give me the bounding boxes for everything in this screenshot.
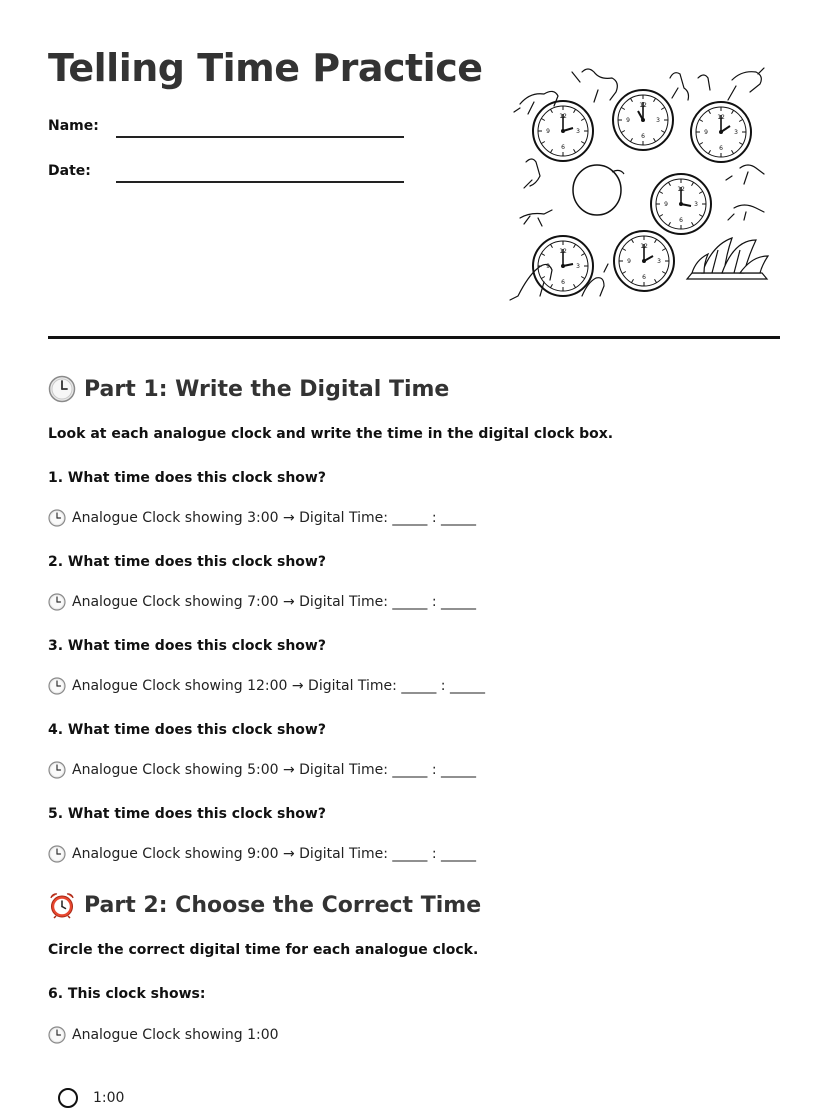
clock-description-text: Analogue Clock showing 9:00 → Digital Time: _____ : _____ xyxy=(72,846,477,862)
clock-description xyxy=(48,593,476,611)
clock-description-text: Analogue Clock showing 1:00 xyxy=(72,1027,279,1043)
clock-description xyxy=(48,1026,279,1044)
clock-description-text: Analogue Clock showing 3:00 → Digital Time: _____ : _____ xyxy=(72,510,477,526)
clock-icon xyxy=(48,845,66,863)
alarm-clock-icon xyxy=(48,891,76,919)
date-field xyxy=(48,161,408,187)
clock-description-text: Analogue Clock showing 7:00 → Digital Time: _____ : _____ xyxy=(72,594,477,610)
question-text: 6. This clock shows: xyxy=(48,986,206,1002)
answer-option[interactable] xyxy=(58,1088,124,1108)
section-divider xyxy=(48,336,780,339)
part2-heading xyxy=(48,891,481,919)
clocks-and-australian-animals-illustration: 12 3 6 9 xyxy=(512,60,774,306)
question-text: 2. What time does this clock show? xyxy=(48,554,326,570)
clock-icon xyxy=(48,761,66,779)
part2-instruction: Circle the correct digital time for each analogue clock. xyxy=(48,942,479,958)
page-title: Telling Time Practice xyxy=(48,46,483,90)
name-field xyxy=(48,116,408,142)
clock-icon xyxy=(48,677,66,695)
clock-description-text: Analogue Clock showing 5:00 → Digital Time: _____ : _____ xyxy=(72,762,477,778)
date-label: Date: xyxy=(48,163,91,179)
clock-description xyxy=(48,761,476,779)
question-text: 4. What time does this clock show? xyxy=(48,722,326,738)
part1-instruction: Look at each analogue clock and write the time in the digital clock box. xyxy=(48,426,614,442)
question-text: 1. What time does this clock show? xyxy=(48,470,326,486)
part2-heading-text: Part 2: Choose the Correct Time xyxy=(84,892,482,918)
clock-description xyxy=(48,677,485,695)
date-line[interactable] xyxy=(116,181,404,183)
clock-icon xyxy=(48,375,76,403)
clock-description-text: Analogue Clock showing 12:00 → Digital Time: _____ : _____ xyxy=(72,678,485,694)
name-line[interactable] xyxy=(116,136,404,138)
question-text: 3. What time does this clock show? xyxy=(48,638,326,654)
clock-icon xyxy=(48,593,66,611)
part1-heading xyxy=(48,375,449,403)
clock-description xyxy=(48,509,476,527)
part1-heading-text: Part 1: Write the Digital Time xyxy=(84,376,450,402)
question-text: 5. What time does this clock show? xyxy=(48,806,326,822)
clock-description xyxy=(48,845,476,863)
option-circle[interactable] xyxy=(58,1088,78,1108)
clock-icon xyxy=(48,509,66,527)
option-label: 1:00 xyxy=(93,1090,125,1106)
name-label: Name: xyxy=(48,118,99,134)
clock-icon xyxy=(48,1026,66,1044)
